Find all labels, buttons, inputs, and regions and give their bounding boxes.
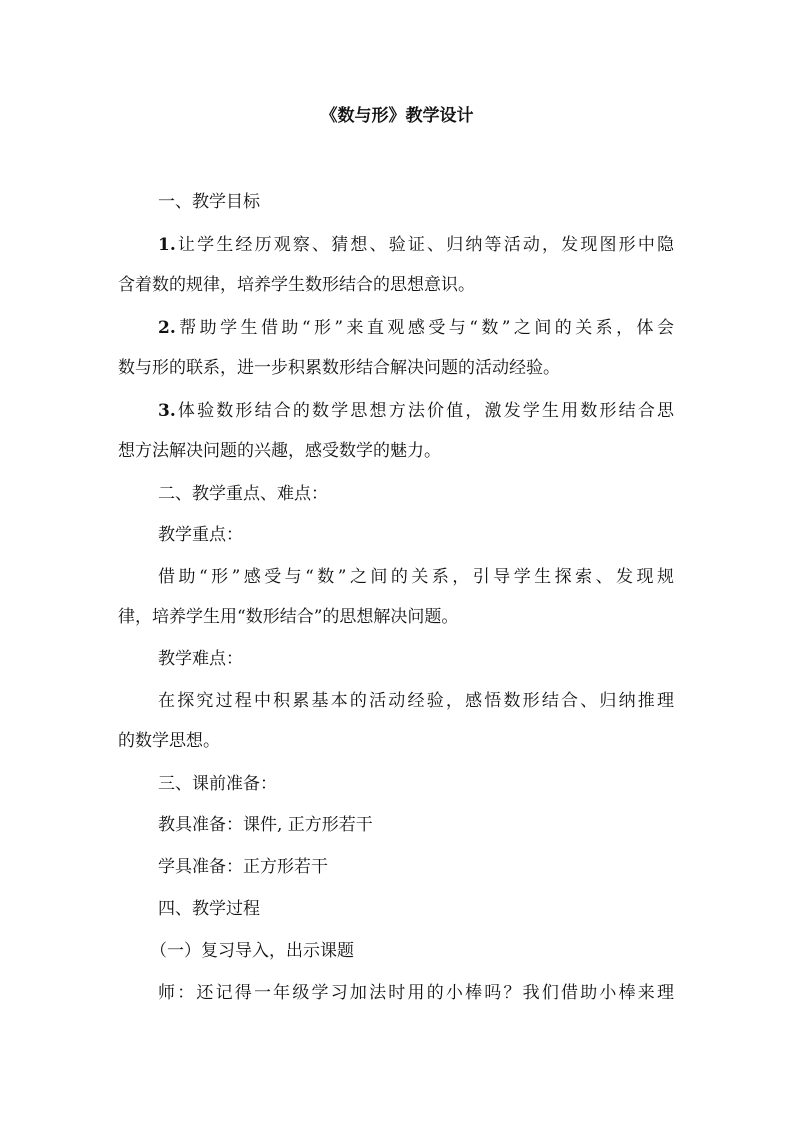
difficulty-line-1: 在探究过程中积累基本的活动经验，感悟数形结合、归纳推理	[158, 691, 674, 711]
student-aids: 学具准备：正方形若干	[158, 857, 328, 877]
teacher-line-1: 师：还记得一年级学习加法时用的小棒吗？我们借助小棒来理	[158, 983, 674, 1003]
section-heading-preparation: 三、课前准备：	[158, 774, 277, 794]
objective-2-number: 2.	[158, 318, 176, 338]
difficulty-line-2: 的数学思想。	[118, 731, 220, 751]
objective-3-text: 体验数形结合的数学思想方法价值，激发学生用数形结合思	[175, 401, 674, 421]
difficulty-label: 教学难点：	[158, 649, 243, 669]
objective-3-number: 3.	[158, 401, 176, 421]
section-heading-objectives: 一、教学目标	[158, 192, 260, 212]
objective-2-text: 帮助学生借助“形”来直观感受与“数”之间的关系，体会	[175, 318, 674, 338]
objective-1-number: 1.	[158, 235, 176, 255]
key-point-line-1: 借助“形”感受与“数”之间的关系，引导学生探索、发现规	[158, 567, 674, 587]
key-point-line-2: 律，培养学生用“数形结合”的思想解决问题。	[118, 607, 459, 627]
objective-2-line-1	[158, 316, 674, 340]
objective-1-line-1	[158, 233, 674, 257]
subsection-review: （一）复习导入，出示课题	[150, 941, 354, 961]
section-heading-process: 四、教学过程	[158, 899, 260, 919]
teaching-aids: 教具准备：课件, 正方形若干	[158, 815, 373, 835]
document-title: 《数与形》教学设计	[320, 106, 474, 126]
objective-1-line-2: 含着数的规律，培养学生数形结合的思想意识。	[118, 275, 475, 295]
objective-2-line-2: 数与形的联系，进一步积累数形结合解决问题的活动经验。	[118, 358, 560, 378]
objective-1-text: 让学生经历观察、猜想、验证、归纳等活动，发现图形中隐	[175, 235, 674, 255]
objective-3-line-2: 想方法解决问题的兴趣，感受数学的魅力。	[118, 441, 441, 461]
key-point-label: 教学重点：	[158, 525, 243, 545]
objective-3-line-1	[158, 399, 674, 423]
section-heading-key-points: 二、教学重点、难点：	[158, 484, 328, 504]
